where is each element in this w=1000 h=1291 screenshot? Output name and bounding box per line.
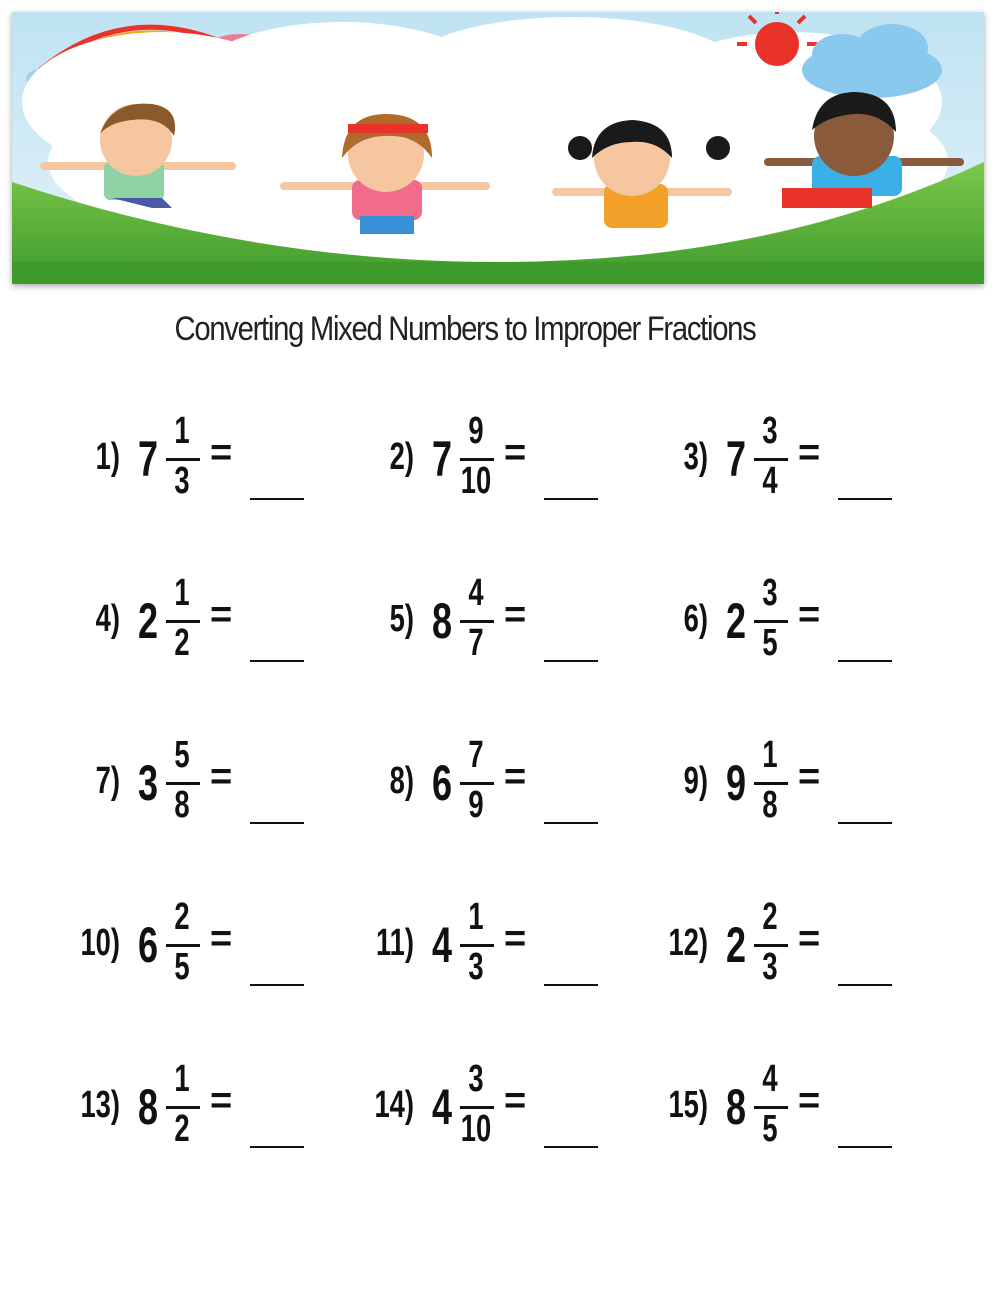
denominator: 5 [762,1108,778,1150]
problem-number: 15) [668,1084,708,1126]
answer-blank[interactable] [838,984,892,986]
problem-number: 4) [95,598,120,640]
problem-number: 9) [683,760,708,802]
numerator: 9 [468,410,484,452]
fraction [164,896,200,992]
problem-number: 2) [389,436,414,478]
numerator: 1 [174,1058,190,1100]
equals-sign: = [210,1080,233,1122]
problem-number: 7) [95,760,120,802]
equals-sign: = [210,432,233,474]
problem-number: 6) [683,598,708,640]
equals-sign: = [798,594,821,636]
denominator: 3 [174,460,190,502]
answer-blank[interactable] [838,660,892,662]
equals-sign: = [504,1080,527,1122]
problem-number: 12) [668,922,708,964]
equals-sign: = [210,756,233,798]
equals-sign: = [798,756,821,798]
worksheet-title: Converting Mixed Numbers to Improper Fractions [174,310,756,348]
numerator: 1 [468,896,484,938]
equals-sign: = [210,918,233,960]
problem-number: 1) [95,436,120,478]
equals-sign: = [504,594,527,636]
numerator: 2 [762,896,778,938]
numerator: 3 [762,410,778,452]
whole-number: 7 [432,431,453,487]
whole-number: 9 [726,755,747,811]
answer-blank[interactable] [544,498,598,500]
denominator: 5 [174,946,190,988]
answer-blank[interactable] [250,660,304,662]
fraction [458,896,494,992]
denominator: 9 [468,784,484,826]
equals-sign: = [504,432,527,474]
problem-item [354,734,644,854]
equals-sign: = [798,432,821,474]
whole-number: 2 [726,917,747,973]
fraction [164,734,200,830]
denominator: 8 [762,784,778,826]
equals-sign: = [798,918,821,960]
problem-number: 13) [80,1084,120,1126]
problem-item [60,572,350,692]
equals-sign: = [798,1080,821,1122]
problem-item [60,410,350,530]
answer-blank[interactable] [250,498,304,500]
problem-item [60,734,350,854]
answer-blank[interactable] [544,822,598,824]
problem-item [354,410,644,530]
answer-blank[interactable] [250,822,304,824]
numerator: 4 [762,1058,778,1100]
fraction [752,1058,788,1154]
whole-number: 7 [138,431,159,487]
whole-number: 6 [432,755,453,811]
problem-item [648,410,938,530]
problem-number: 3) [683,436,708,478]
problem-number: 5) [389,598,414,640]
problem-item [648,734,938,854]
numerator: 1 [174,410,190,452]
numerator: 1 [174,572,190,614]
problem-item [354,1058,644,1178]
numerator: 7 [468,734,484,776]
fraction [164,1058,200,1154]
problem-item [60,896,350,1016]
problem-item [60,1058,350,1178]
whole-number: 3 [138,755,159,811]
equals-sign: = [504,756,527,798]
problem-item [648,896,938,1016]
whole-number: 6 [138,917,159,973]
denominator: 3 [468,946,484,988]
numerator: 5 [174,734,190,776]
answer-blank[interactable] [838,498,892,500]
numerator: 3 [762,572,778,614]
denominator: 10 [460,1108,492,1150]
problem-number: 8) [389,760,414,802]
answer-blank[interactable] [250,984,304,986]
fraction [752,734,788,830]
numerator: 2 [174,896,190,938]
denominator: 3 [762,946,778,988]
fraction [752,572,788,668]
whole-number: 2 [726,593,747,649]
numerator: 3 [468,1058,484,1100]
problem-item [648,1058,938,1178]
equals-sign: = [504,918,527,960]
whole-number: 4 [432,1079,453,1135]
answer-blank[interactable] [544,660,598,662]
problem-number: 14) [374,1084,414,1126]
problem-number: 11) [375,922,414,964]
denominator: 10 [460,460,492,502]
fraction [458,1058,494,1154]
denominator: 8 [174,784,190,826]
whole-number: 4 [432,917,453,973]
fraction [458,734,494,830]
problem-item [354,572,644,692]
answer-blank[interactable] [838,822,892,824]
numerator: 1 [762,734,778,776]
fraction [458,410,494,506]
problem-item [648,572,938,692]
fraction [458,572,494,668]
problem-number: 10) [80,922,120,964]
numerator: 4 [468,572,484,614]
denominator: 4 [762,460,778,502]
denominator: 2 [174,622,190,664]
whole-number: 8 [432,593,453,649]
whole-number: 8 [138,1079,159,1135]
fraction [752,896,788,992]
equals-sign: = [210,594,233,636]
answer-blank[interactable] [250,1146,304,1148]
problem-item [354,896,644,1016]
whole-number: 8 [726,1079,747,1135]
whole-number: 2 [138,593,159,649]
answer-blank[interactable] [544,1146,598,1148]
denominator: 2 [174,1108,190,1150]
answer-blank[interactable] [838,1146,892,1148]
denominator: 7 [468,622,484,664]
header-banner-image [12,12,984,284]
fraction [752,410,788,506]
answer-blank[interactable] [544,984,598,986]
whole-number: 7 [726,431,747,487]
fraction [164,410,200,506]
denominator: 5 [762,622,778,664]
fraction [164,572,200,668]
